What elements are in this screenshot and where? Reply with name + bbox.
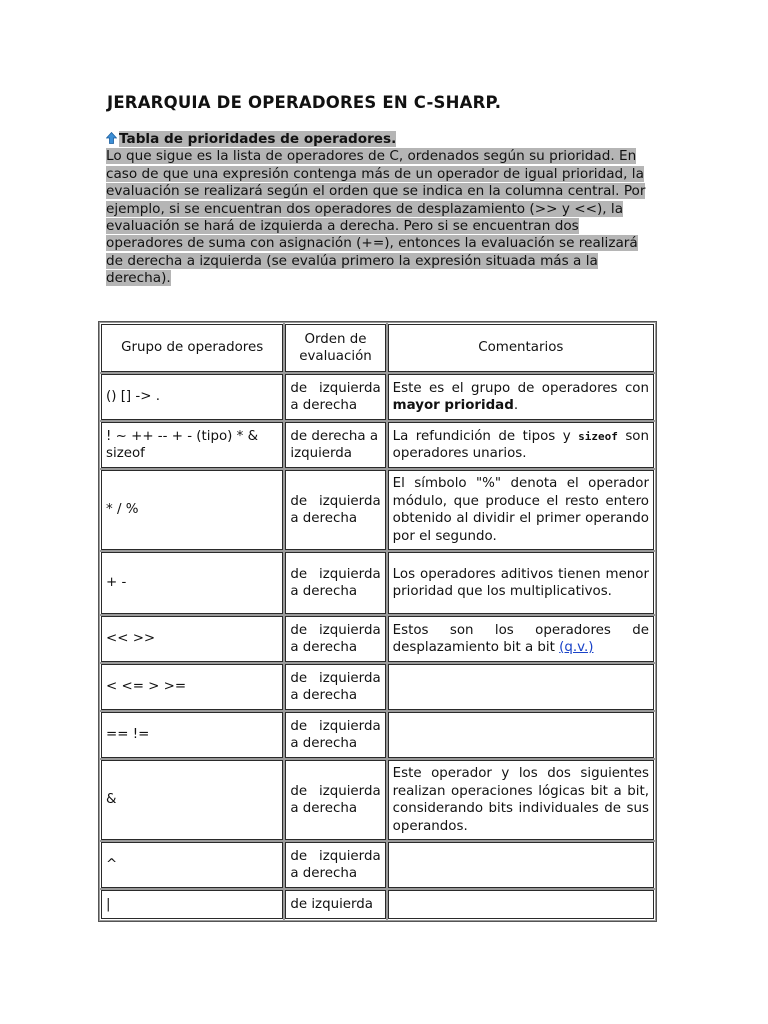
operator-group-cell: () [] -> . — [101, 374, 283, 420]
intro-line: caso de que una expresión contenga más de un operador de igual prioridad, la — [106, 165, 644, 182]
table-row — [101, 616, 654, 662]
intro-line: de derecha a izquierda (se evalúa primero la expresión situada más a la — [106, 252, 598, 269]
table-row — [101, 712, 654, 758]
up-arrow-icon[interactable] — [106, 132, 117, 144]
intro-line: ejemplo, si se encuentran dos operadores de desplazamiento (>> y <<), la — [106, 200, 624, 217]
operator-group-cell: < <= > >= — [101, 664, 283, 710]
comment-cell — [388, 374, 654, 420]
table-row — [101, 374, 654, 420]
evaluation-order-cell: de derecha a izquierda — [285, 422, 385, 468]
operator-group-cell: | — [101, 890, 283, 919]
comment-text: Estos son los operadores de desplazamiento bit a bit — [392, 622, 649, 655]
header-order: Orden de evaluación — [285, 324, 385, 372]
comment-bold-text: mayor prioridad — [392, 398, 514, 413]
operator-group-cell: ^ — [101, 842, 283, 888]
table-row — [101, 664, 654, 710]
intro-line: evaluación se hará de izquierda a derecha. Pero si se encuentran dos — [106, 218, 579, 235]
evaluation-order-cell: de izquierda a derecha — [285, 760, 385, 840]
comment-text: Este es el grupo de operadores con — [392, 380, 649, 396]
evaluation-order-cell: de izquierda a derecha — [285, 374, 385, 420]
operator-group-cell: == != — [101, 712, 283, 758]
operator-group-cell: * / % — [101, 470, 283, 550]
operator-group-cell: << >> — [101, 616, 283, 662]
comment-text: son operadores unarios. — [392, 428, 649, 461]
table-header-row — [101, 324, 654, 372]
intro-heading-line — [106, 131, 666, 148]
qv-link[interactable]: (q.v.) — [559, 640, 594, 655]
comment-cell: El símbolo "%" denota el operador módulo, que produce el resto entero obtenido al dividir el primer operando por el segundo. — [388, 470, 654, 550]
comment-cell — [388, 890, 654, 919]
header-comments: Comentarios — [388, 324, 654, 372]
comment-cell — [388, 422, 654, 468]
intro-line: evaluación se realizará según el orden que se indica en la columna central. Por — [106, 183, 646, 200]
evaluation-order-cell: de izquierda a derecha — [285, 842, 385, 888]
operator-group-cell: ! ~ ++ -- + - (tipo) * & sizeof — [101, 422, 283, 468]
evaluation-order-cell: de izquierda a derecha — [285, 552, 385, 614]
intro-section — [106, 131, 666, 288]
comment-cell — [388, 616, 654, 662]
comment-text: La refundición de tipos y — [392, 428, 579, 444]
operator-precedence-table — [98, 321, 657, 922]
table-row — [101, 890, 654, 919]
page-title: JERARQUIA DE OPERADORES EN C-SHARP. — [107, 93, 502, 112]
comment-cell: Este operador y los dos siguientes realizan operaciones lógicas bit a bit, considerando bits individuales de sus operandos. — [388, 760, 654, 840]
comment-cell: Los operadores aditivos tienen menor prioridad que los multiplicativos. — [388, 552, 654, 614]
table-row — [101, 760, 654, 840]
table-row — [101, 552, 654, 614]
comment-code-text: sizeof — [578, 429, 618, 443]
comment-cell — [388, 842, 654, 888]
comment-cell — [388, 664, 654, 710]
evaluation-order-cell: de izquierda a derecha — [285, 712, 385, 758]
evaluation-order-cell: de izquierda a derecha — [285, 664, 385, 710]
intro-heading: Tabla de prioridades de operadores. — [119, 131, 397, 147]
table-row — [101, 842, 654, 888]
intro-line: operadores de suma con asignación (+=), entonces la evaluación se realizará — [106, 235, 638, 252]
comment-cell — [388, 712, 654, 758]
evaluation-order-cell: de izquierda a derecha — [285, 470, 385, 550]
operator-group-cell: & — [101, 760, 283, 840]
table-row — [101, 422, 654, 468]
evaluation-order-cell: de izquierda a derecha — [285, 616, 385, 662]
header-group: Grupo de operadores — [101, 324, 283, 372]
intro-line: Lo que sigue es la lista de operadores de C, ordenados según su prioridad. En — [106, 148, 637, 165]
evaluation-order-cell: de izquierda — [285, 890, 385, 919]
intro-line: derecha). — [106, 270, 171, 287]
comment-text: . — [513, 398, 519, 413]
table-row — [101, 470, 654, 550]
operator-group-cell: + - — [101, 552, 283, 614]
